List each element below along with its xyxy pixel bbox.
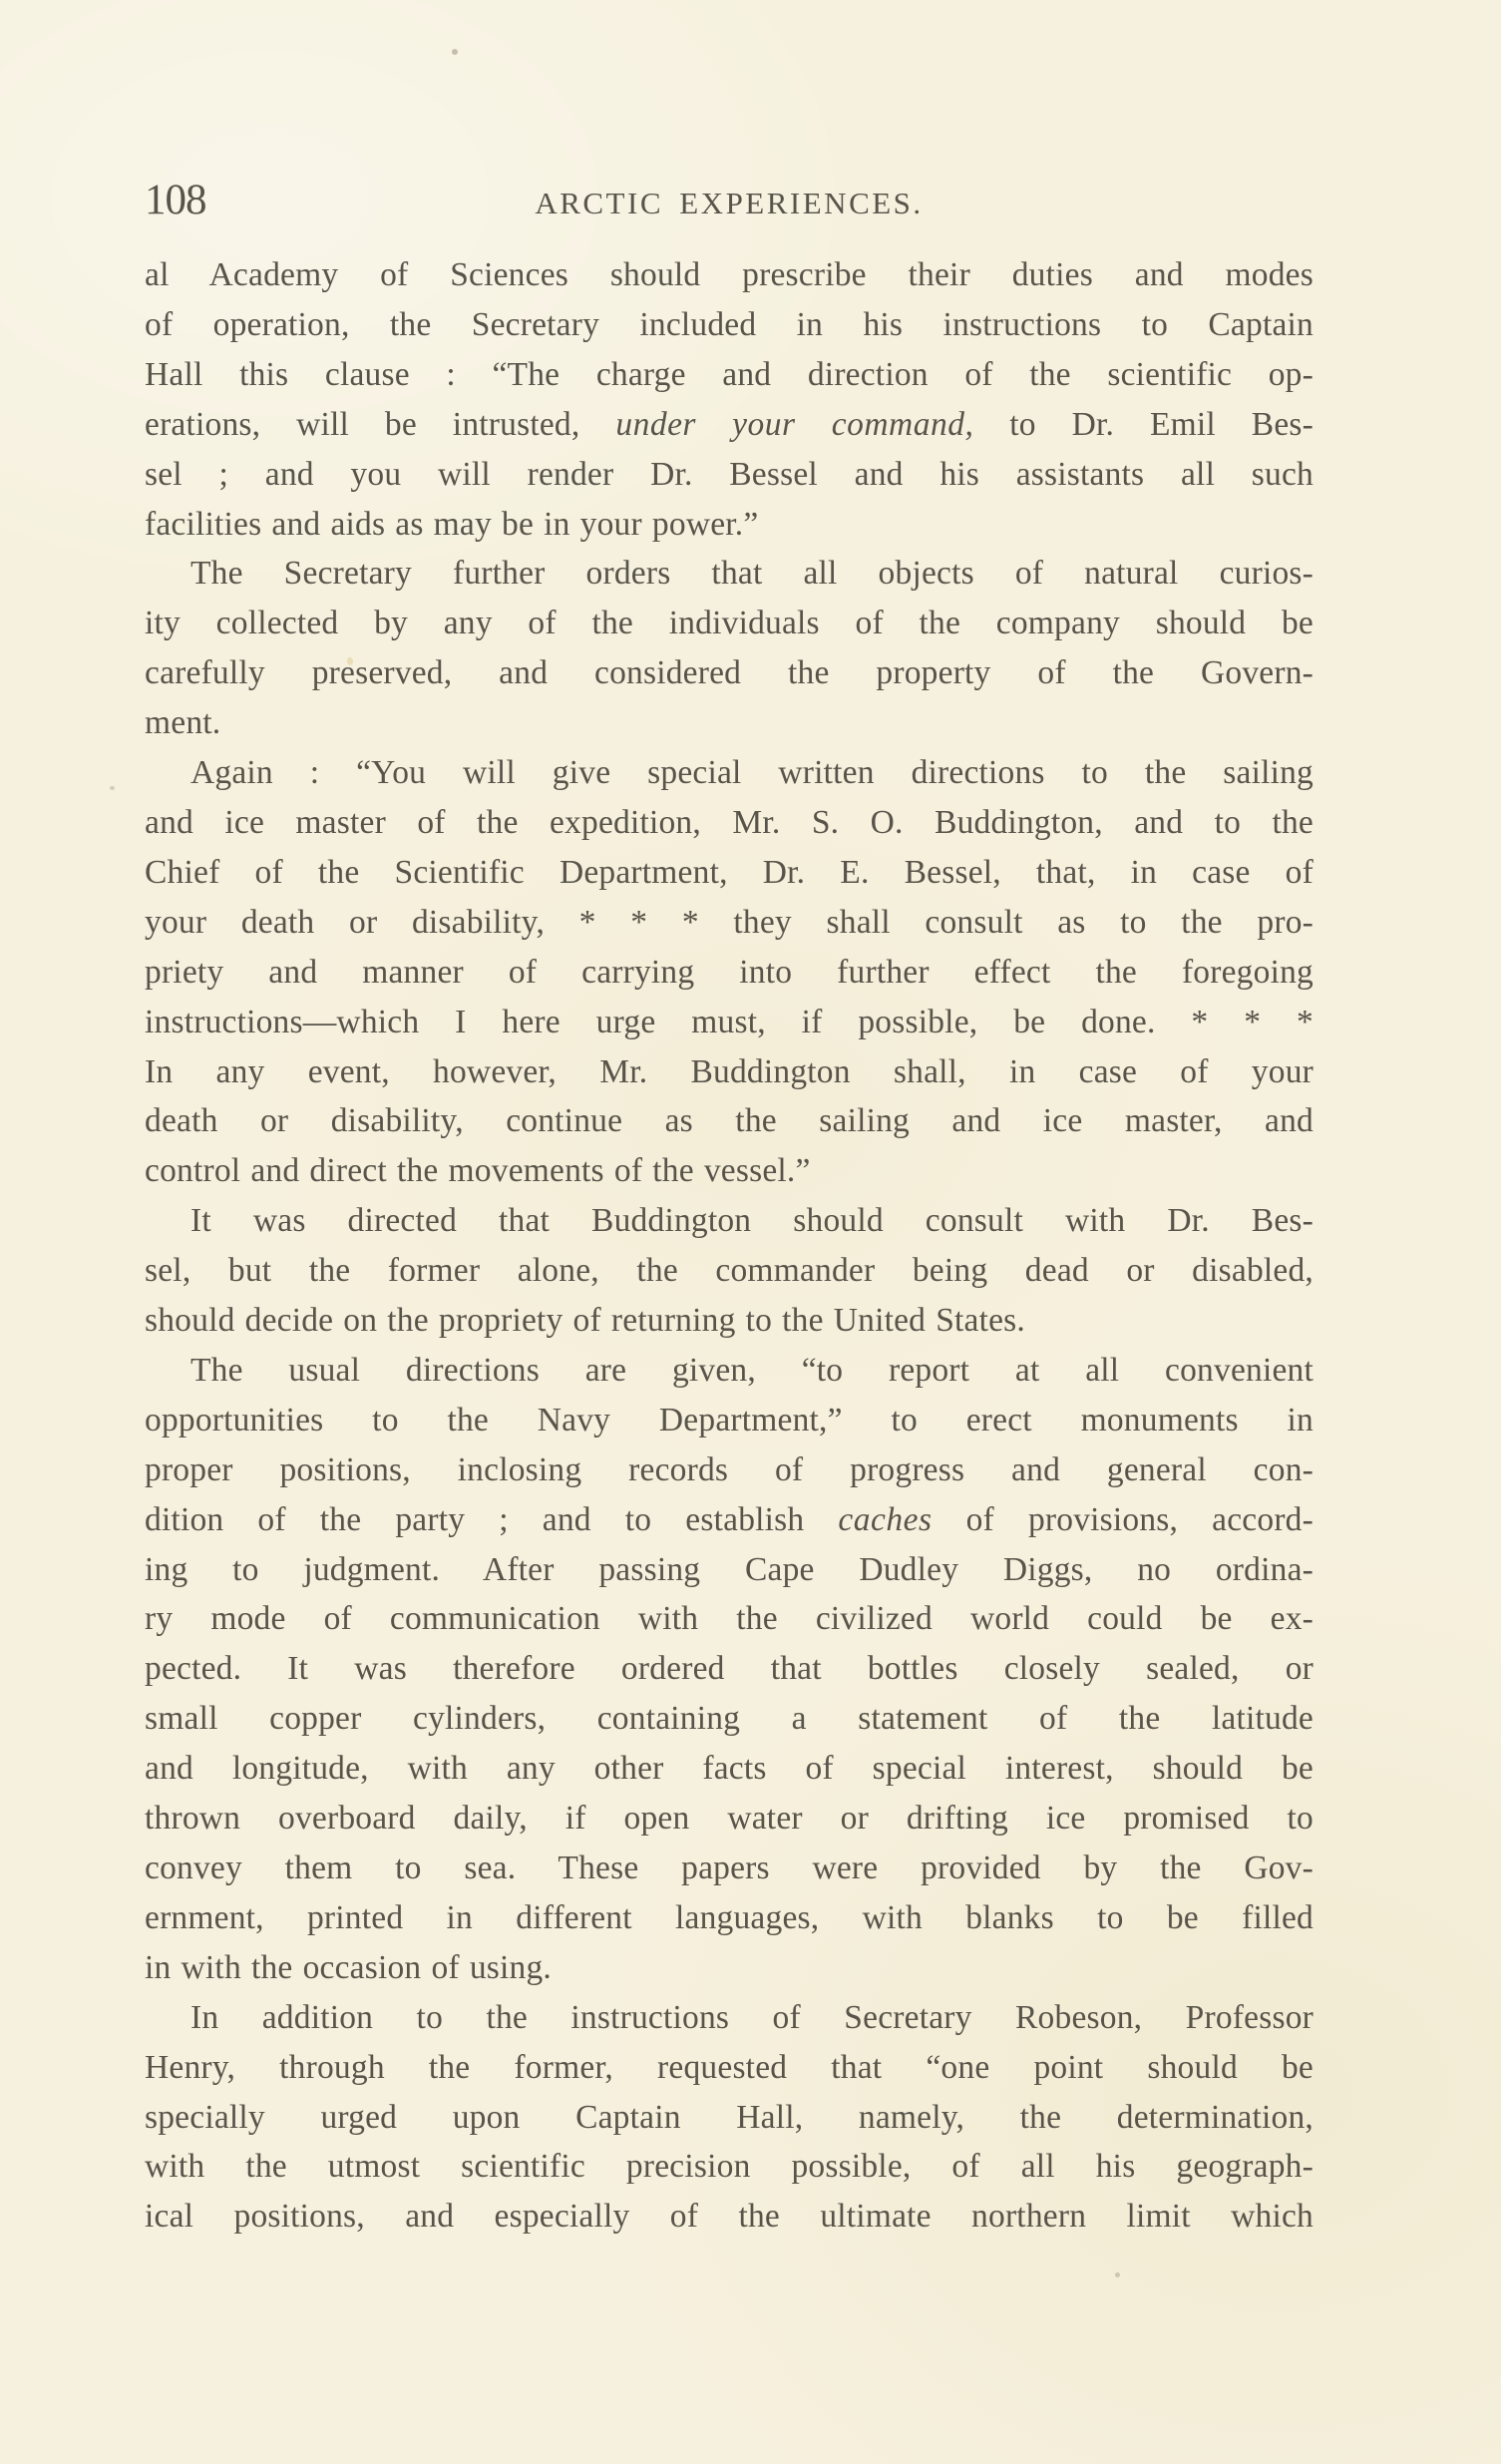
text-segment: In any event, however, Mr. Buddington shall, in case of your (145, 1052, 1313, 1090)
text-segment: of provisions, accord- (932, 1500, 1313, 1538)
text-segment: It was directed that Buddington should consult with Dr. Bes- (190, 1202, 1313, 1240)
text-segment: and longitude, with any other facts of special interest, should be (145, 1750, 1313, 1788)
text-line (145, 698, 1313, 748)
scan-speck (110, 786, 115, 790)
text-line (145, 2192, 1313, 2242)
text-segment: small copper cylinders, containing a statement of the latitude (145, 1700, 1313, 1738)
text-segment: your death or disability, * * * they shall consult as to the pro- (145, 903, 1313, 941)
text-segment: specially urged upon Captain Hall, namely, the determination, (145, 2098, 1313, 2136)
text-line (145, 549, 1313, 599)
text-segment: erations, will be intrusted, (145, 405, 616, 443)
running-title: ARCTIC EXPERIENCES. (535, 186, 924, 220)
text-segment: facilities and aids as may be in your power.” (145, 505, 759, 543)
text-line (145, 948, 1313, 998)
text-line (145, 1296, 1313, 1346)
text-segment: sel, but the former alone, the commander being dead or disabled, (145, 1252, 1313, 1290)
text-segment: carefully preserved, and considered the property of the Govern- (145, 654, 1313, 692)
text-line (145, 1047, 1313, 1097)
text-segment: Chief of the Scientific Department, Dr. E. Bessel, that, in case of (145, 853, 1313, 891)
text-line (145, 1445, 1313, 1495)
text-line (145, 1943, 1313, 1993)
text-segment: death or disability, continue as the sailing and ice master, and (145, 1102, 1313, 1140)
page-header (145, 177, 1313, 229)
scan-speck (1115, 2272, 1120, 2277)
text-line (145, 748, 1313, 798)
text-line (145, 1545, 1313, 1595)
text-line (145, 2142, 1313, 2192)
text-line (145, 400, 1313, 450)
scan-speck (347, 657, 353, 665)
page-number: 108 (145, 177, 206, 223)
text-segment: of operation, the Secretary included in his instructions to Captain (145, 305, 1313, 343)
text-segment: sel ; and you will render Dr. Bessel and his assistants all such (145, 455, 1313, 493)
text-line (145, 599, 1313, 648)
text-segment: and ice master of the expedition, Mr. S. O. Buddington, and to the (145, 803, 1313, 841)
text-line (145, 250, 1313, 300)
text-line (145, 350, 1313, 400)
text-segment: Again : “You will give special written directions to the sailing (190, 754, 1313, 792)
text-segment: thrown overboard daily, if open water or drifting ice promised to (145, 1800, 1313, 1838)
text-segment: The Secretary further orders that all objects of natural curios- (190, 555, 1313, 593)
text-segment: ment. (145, 704, 221, 742)
text-line (145, 1844, 1313, 1893)
text-segment: priety and manner of carrying into further effect the foregoing (145, 953, 1313, 991)
text-line (145, 500, 1313, 550)
text-line (145, 1694, 1313, 1744)
text-segment: pected. It was therefore ordered that bottles closely sealed, or (145, 1650, 1313, 1688)
text-segment: The usual directions are given, “to report at all convenient (190, 1351, 1313, 1389)
text-line (145, 1196, 1313, 1246)
text-line (145, 648, 1313, 698)
text-segment: with the utmost scientific precision possible, of all his geograph- (145, 2148, 1313, 2186)
text-line (145, 1495, 1313, 1545)
text-line (145, 1096, 1313, 1146)
text-segment: instructions—which I here urge must, if possible, be done. * * * (145, 1003, 1313, 1040)
text-line (145, 1396, 1313, 1445)
text-line (145, 798, 1313, 848)
text-block (145, 250, 1313, 2242)
text-segment: Hall this clause : “The charge and direction of the scientific op- (145, 355, 1313, 393)
text-segment: to Dr. Emil Bes- (973, 405, 1314, 443)
text-line (145, 1993, 1313, 2043)
text-segment: dition of the party ; and to establish (145, 1500, 839, 1538)
text-segment: proper positions, inclosing records of progress and general con- (145, 1450, 1313, 1488)
text-segment: al Academy of Sciences should prescribe their duties and modes (145, 256, 1313, 293)
text-line (145, 2093, 1313, 2143)
text-segment: in with the occasion of using. (145, 1948, 552, 1986)
scan-speck (452, 49, 458, 55)
text-segment: In addition to the instructions of Secretary Robeson, Professor (190, 1998, 1313, 2036)
text-segment: opportunities to the Navy Department,” to erect monuments in (145, 1401, 1313, 1438)
text-segment: ry mode of communication with the civilized world could be ex- (145, 1600, 1313, 1638)
text-line (145, 1246, 1313, 1296)
italic-text: under your command, (615, 405, 974, 443)
text-line (145, 1794, 1313, 1844)
text-line (145, 300, 1313, 350)
text-line (145, 1146, 1313, 1196)
text-segment: ing to judgment. After passing Cape Dudley Diggs, no ordina- (145, 1550, 1313, 1588)
text-line (145, 1744, 1313, 1794)
text-line (145, 1893, 1313, 1943)
text-segment: Henry, through the former, requested that “one point should be (145, 2048, 1313, 2086)
text-line (145, 898, 1313, 948)
text-segment: ity collected by any of the individuals of the company should be (145, 605, 1313, 642)
text-line (145, 1644, 1313, 1694)
text-segment: convey them to sea. These papers were provided by the Gov- (145, 1849, 1313, 1886)
text-segment: should decide on the propriety of returning to the United States. (145, 1302, 1025, 1340)
text-segment: ical positions, and especially of the ultimate northern limit which (145, 2198, 1313, 2236)
text-line (145, 998, 1313, 1047)
text-line (145, 450, 1313, 500)
italic-text: caches (838, 1500, 933, 1538)
text-line (145, 1594, 1313, 1644)
text-line (145, 2043, 1313, 2093)
text-line (145, 1346, 1313, 1396)
text-line (145, 848, 1313, 898)
text-segment: ernment, printed in different languages, with blanks to be filled (145, 1898, 1313, 1936)
text-segment: control and direct the movements of the vessel.” (145, 1152, 811, 1190)
